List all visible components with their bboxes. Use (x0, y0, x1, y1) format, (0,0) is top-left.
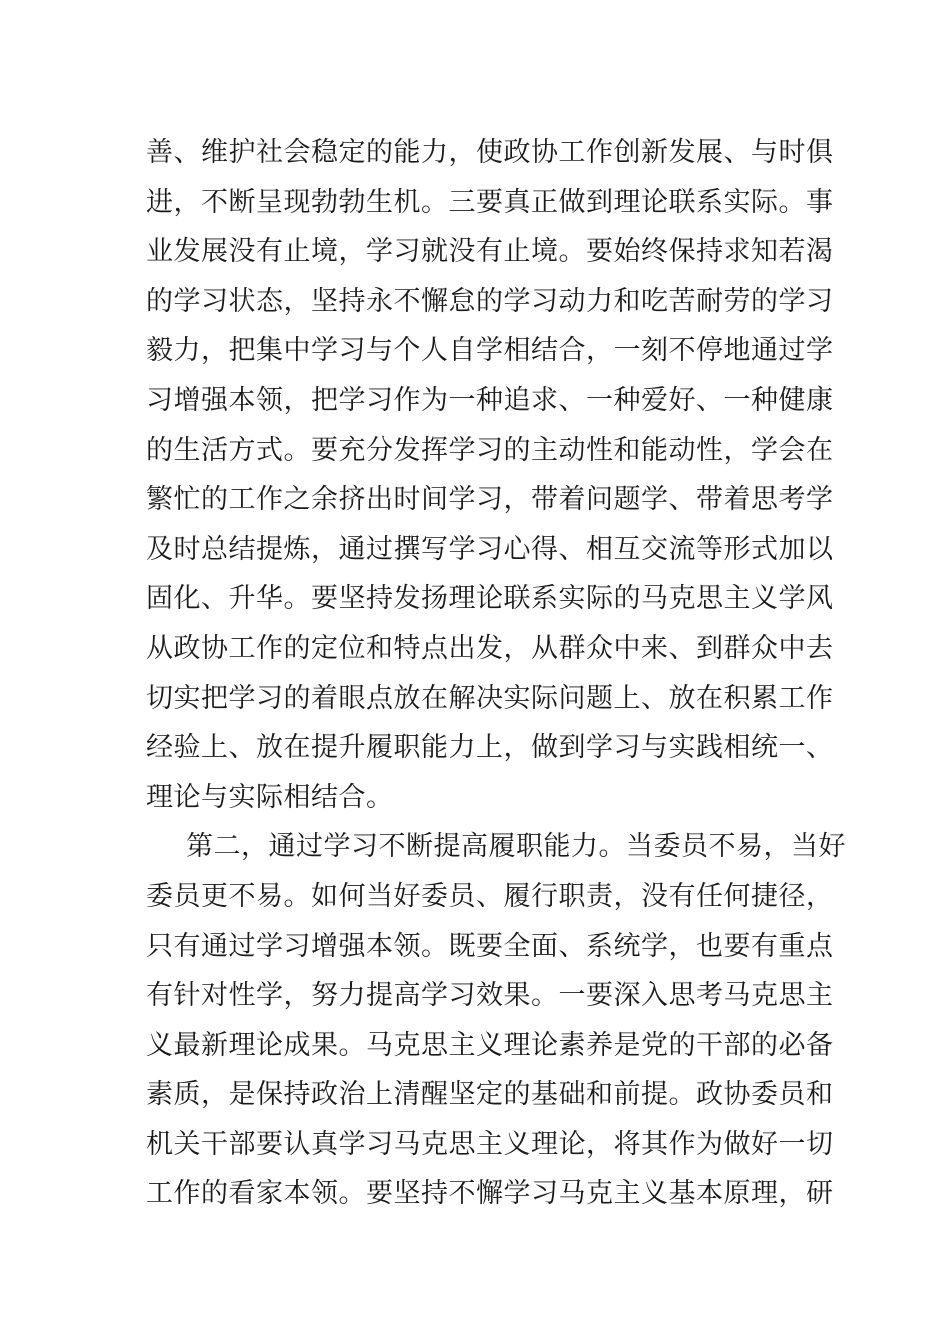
text-line: 素质，是保持政治上清醒坚定的基础和前提。政协委员和 (146, 1079, 834, 1111)
text-line: 习增强本领，把学习作为一种追求、一种爱好、一种健康 (146, 384, 834, 416)
text-line: 善、维护社会稳定的能力，使政协工作创新发展、与时俱 (146, 137, 834, 168)
text-line: 及时总结提炼，通过撰写学习心得、相互交流等形式加以 (146, 533, 834, 565)
text-line: 理论与实际相结合。 (146, 781, 394, 813)
text-line: 有针对性学，努力提高学习效果。一要深入思考马克思主 (146, 980, 834, 1012)
text-line: 从政协工作的定位和特点出发，从群众中来、到群众中去 (146, 632, 834, 664)
text-line: 的学习状态，坚持永不懈怠的学习动力和吃苦耐劳的学习 (146, 285, 834, 317)
text-line: 业发展没有止境，学习就没有止境。要始终保持求知若渴 (146, 236, 834, 268)
text-line: 进，不断呈现勃勃生机。三要真正做到理论联系实际。事 (146, 186, 834, 218)
text-line: 的生活方式。要充分发挥学习的主动性和能动性，学会在 (146, 434, 834, 466)
text-line: 切实把学习的着眼点放在解决实际问题上、放在积累工作 (146, 682, 834, 714)
text-line: 固化、升华。要坚持发扬理论联系实际的马克思主义学风 (146, 583, 834, 615)
text-line: 委员更不易。如何当好委员、履行职责，没有任何捷径， (146, 880, 834, 912)
text-line: 毅力，把集中学习与个人自学相结合，一刻不停地通过学 (146, 335, 834, 367)
body-text (146, 128, 846, 1219)
text-line: 机关干部要认真学习马克思主义理论，将其作为做好一切 (146, 1128, 834, 1160)
text-line: 经验上、放在提升履职能力上，做到学习与实践相统一、 (146, 732, 834, 764)
text-line: 义最新理论成果。马克思主义理论素养是党的干部的必备 (146, 1029, 834, 1061)
paragraph-start-line: 第二，通过学习不断提高履职能力。当委员不易，当好 (186, 831, 846, 863)
text-line: 工作的看家本领。要坚持不懈学习马克主义基本原理，研 (146, 1178, 834, 1210)
text-line: 繁忙的工作之余挤出时间学习，带着问题学、带着思考学 (146, 484, 834, 516)
text-line: 只有通过学习增强本领。既要全面、系统学，也要有重点 (146, 930, 834, 962)
